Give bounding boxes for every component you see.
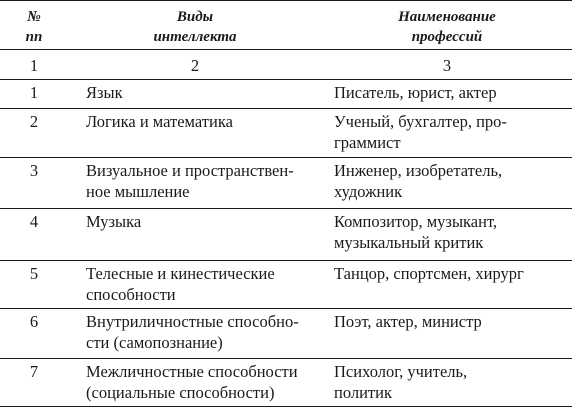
- table-row: [0, 158, 572, 209]
- row-number: 5: [0, 261, 68, 309]
- intelligence-type-cell: Логика и математика: [68, 109, 322, 158]
- row-number: 2: [0, 109, 68, 158]
- professions-cell: Танцор, спортсмен, хирург: [322, 261, 572, 309]
- header-professions: Наименование профессий: [322, 1, 572, 50]
- professions-cell: Писатель, юрист, актер: [322, 80, 572, 109]
- table-row: [0, 209, 572, 261]
- row-number: 1: [0, 80, 68, 109]
- column-number-2: 2: [68, 50, 322, 80]
- table-row: [0, 359, 572, 407]
- row-number: 7: [0, 359, 68, 407]
- professions-cell: Композитор, музыкант, музыкальный критик: [322, 209, 572, 261]
- professions-cell: Поэт, актер, министр: [322, 309, 572, 359]
- table-row: [0, 309, 572, 359]
- intelligence-type-cell: Язык: [68, 80, 322, 109]
- intelligence-type-cell: Музыка: [68, 209, 322, 261]
- table-row: [0, 109, 572, 158]
- table-row: [0, 80, 572, 109]
- header-number: № пп: [0, 1, 68, 50]
- professions-cell: Ученый, бухгалтер, про- граммист: [322, 109, 572, 158]
- professions-cell: Инженер, изобретатель, художник: [322, 158, 572, 209]
- intelligence-type-cell: Визуальное и пространствен- ное мышление: [68, 158, 322, 209]
- intelligence-type-cell: Межличностные способности (социальные способности): [68, 359, 322, 407]
- intelligence-type-cell: Внутриличностные способно- сти (самопознание): [68, 309, 322, 359]
- row-number: 4: [0, 209, 68, 261]
- header-intelligence-type: Виды интеллекта: [68, 1, 322, 50]
- row-number: 3: [0, 158, 68, 209]
- row-number: 6: [0, 309, 68, 359]
- column-number-1: 1: [0, 50, 68, 80]
- header-row: [0, 1, 572, 50]
- table-row: [0, 261, 572, 309]
- intelligence-type-cell: Телесные и кинестические способности: [68, 261, 322, 309]
- column-number-3: 3: [322, 50, 572, 80]
- column-number-row: [0, 50, 572, 80]
- professions-cell: Психолог, учитель, политик: [322, 359, 572, 407]
